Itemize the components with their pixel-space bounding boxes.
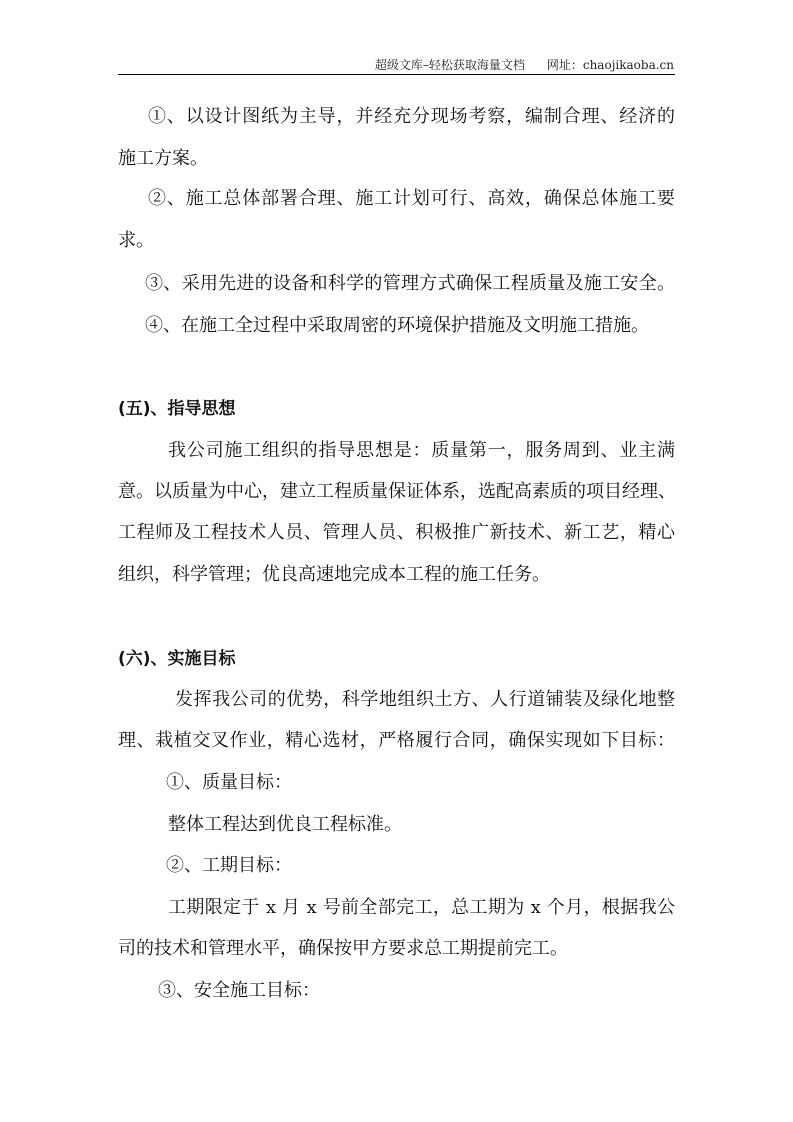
header-rule [118,74,675,75]
header-url: 网址：chaojikaoba.cn [546,58,674,72]
paragraph-line: 整体工程达到优良工程标准。 [168,814,402,835]
paragraph-line: 求。 [118,230,154,251]
paragraph-line: ②、施工总体部署合理、施工计划可行、高效，确保总体施工要 [148,188,675,209]
paragraph-line: 工期限定于 x 月 x 号前全部完工，总工期为 x 个月，根据我公 [168,897,675,918]
paragraph-line: 工程师及工程技术人员、管理人员、积极推广新技术、新工艺，精心 [118,522,675,543]
paragraph-line: 理、栽植交叉作业，精心选材，严格履行合同，确保实现如下目标： [118,730,675,751]
paragraph-line: ①、质量目标： [166,772,292,793]
paragraph-line: 施工方案。 [118,148,208,169]
paragraph-line: 发挥我公司的优势，科学地组织土方、人行道铺装及绿化地整 [175,689,675,710]
paragraph-line: 意。以质量为中心，建立工程质量保证体系，选配高素质的项目经理、 [118,481,676,502]
paragraph-line: ④、在施工全过程中采取周密的环境保护措施及文明施工措施。 [145,315,649,336]
paragraph-line: ③、安全施工目标： [158,980,320,1001]
paragraph-line: 我公司施工组织的指导思想是：质量第一，服务周到、业主满 [168,440,675,461]
paragraph-line: ③、采用先进的设备和科学的管理方式确保工程质量及施工安全。 [145,273,675,294]
section-heading: (六)、实施目标 [118,649,236,669]
paragraph-line: 司的技术和管理水平，确保按甲方要求总工期提前完工。 [118,938,568,959]
header-site: 超级文库–轻松获取海量文档 [374,58,525,72]
paragraph-line: 组织，科学管理；优良高速地完成本工程的施工任务。 [118,564,550,585]
section-heading: (五)、指导思想 [118,399,236,419]
page-header [375,56,674,73]
paragraph-line: ②、工期目标： [166,855,292,876]
paragraph-line: ①、以设计图纸为主导，并经充分现场考察，编制合理、经济的 [148,106,675,127]
